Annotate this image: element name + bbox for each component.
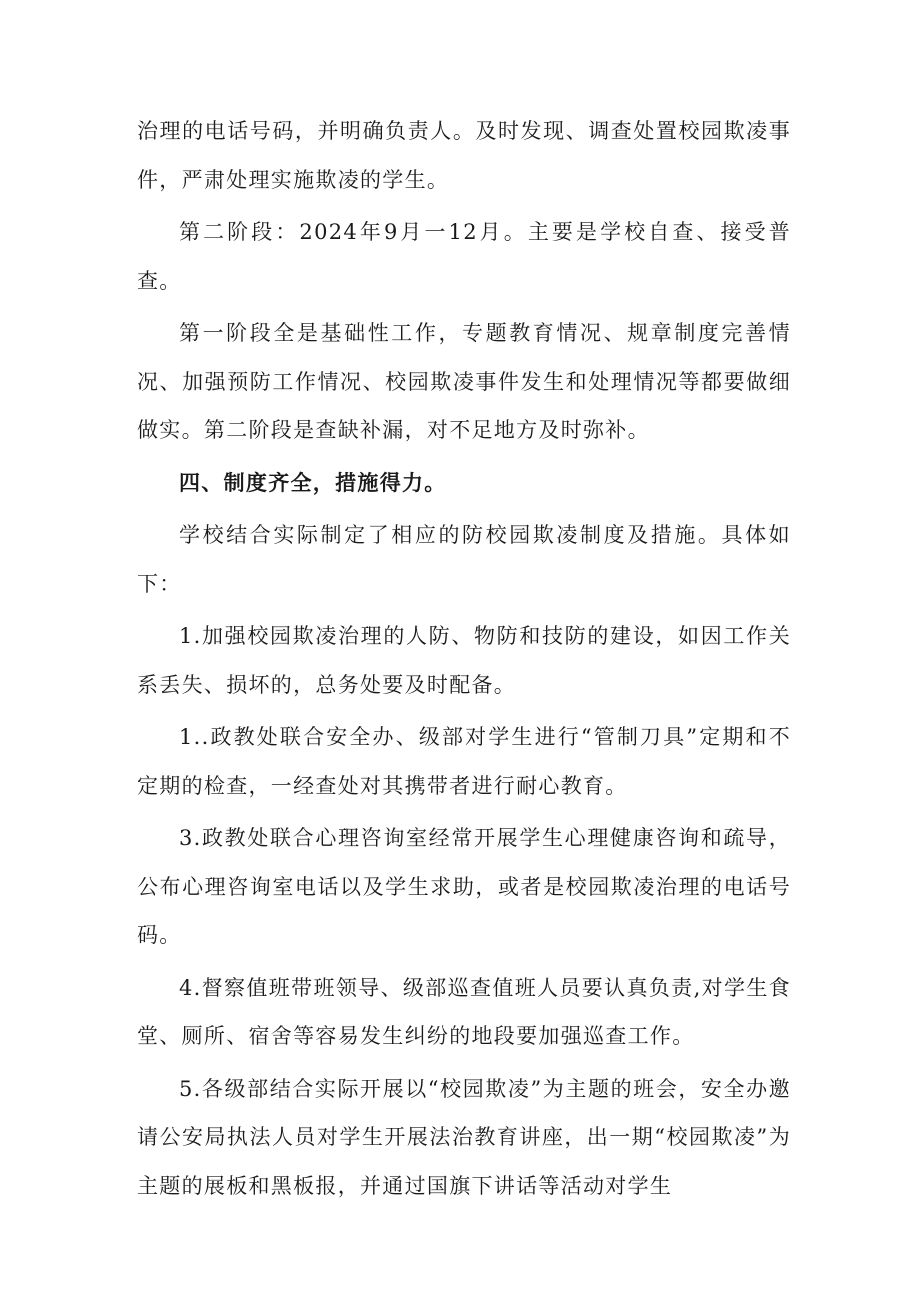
list-item-4: 4.督察值班带班领导、级部巡查值班人员要认真负责,对学生食堂、厕所、宿舍等容易发生纠纷的地段要加强巡查工作。 (137, 975, 791, 1048)
list-item-3: 3.政教处联合心理咨询室经常开展学生心理健康咨询和疏导，公布心理咨询室电话以及学生求助，或者是校园欺凌治理的电话号码。 (137, 826, 791, 947)
list-item-2: 1..政教处联合安全办、级部对学生进行“管制刀具”定期和不定期的检查，一经查处对其携带者进行耐心教育。 (137, 725, 791, 798)
list-item-5: 5.各级部结合实际开展以“校园欺凌”为主题的班会，安全办邀请公安局执法人员对学生开展法治教育讲座，出一期“校园欺凌”为主题的展板和黑板报，并通过国旗下讲话等活动对学生 (137, 1076, 791, 1198)
paragraph-continuation: 治理的电话号码，并明确负责人。及时发现、调查处置校园欺凌事件，严肃处理实施欺凌的学生。 (137, 119, 791, 192)
paragraph-intro: 学校结合实际制定了相应的防校园欺凌制度及措施。具体如下： (137, 523, 791, 596)
document-body (137, 107, 791, 1214)
paragraph-stage-summary: 第一阶段全是基础性工作，专题教育情况、规章制度完善情况、加强预防工作情况、校园欺凌事件发生和处理情况等都要做细做实。第二阶段是查缺补漏，对不足地方及时弥补。 (137, 321, 791, 442)
section-heading: 四、制度齐全，措施得力。 (179, 470, 447, 495)
list-item-1: 1.加强校园欺凌治理的人防、物防和技防的建设，如因工作关系丢失、损坏的，总务处要及时配备。 (137, 624, 791, 697)
paragraph-stage-two: 第二阶段：2024年9月一12月。主要是学校自查、接受普查。 (137, 220, 791, 293)
